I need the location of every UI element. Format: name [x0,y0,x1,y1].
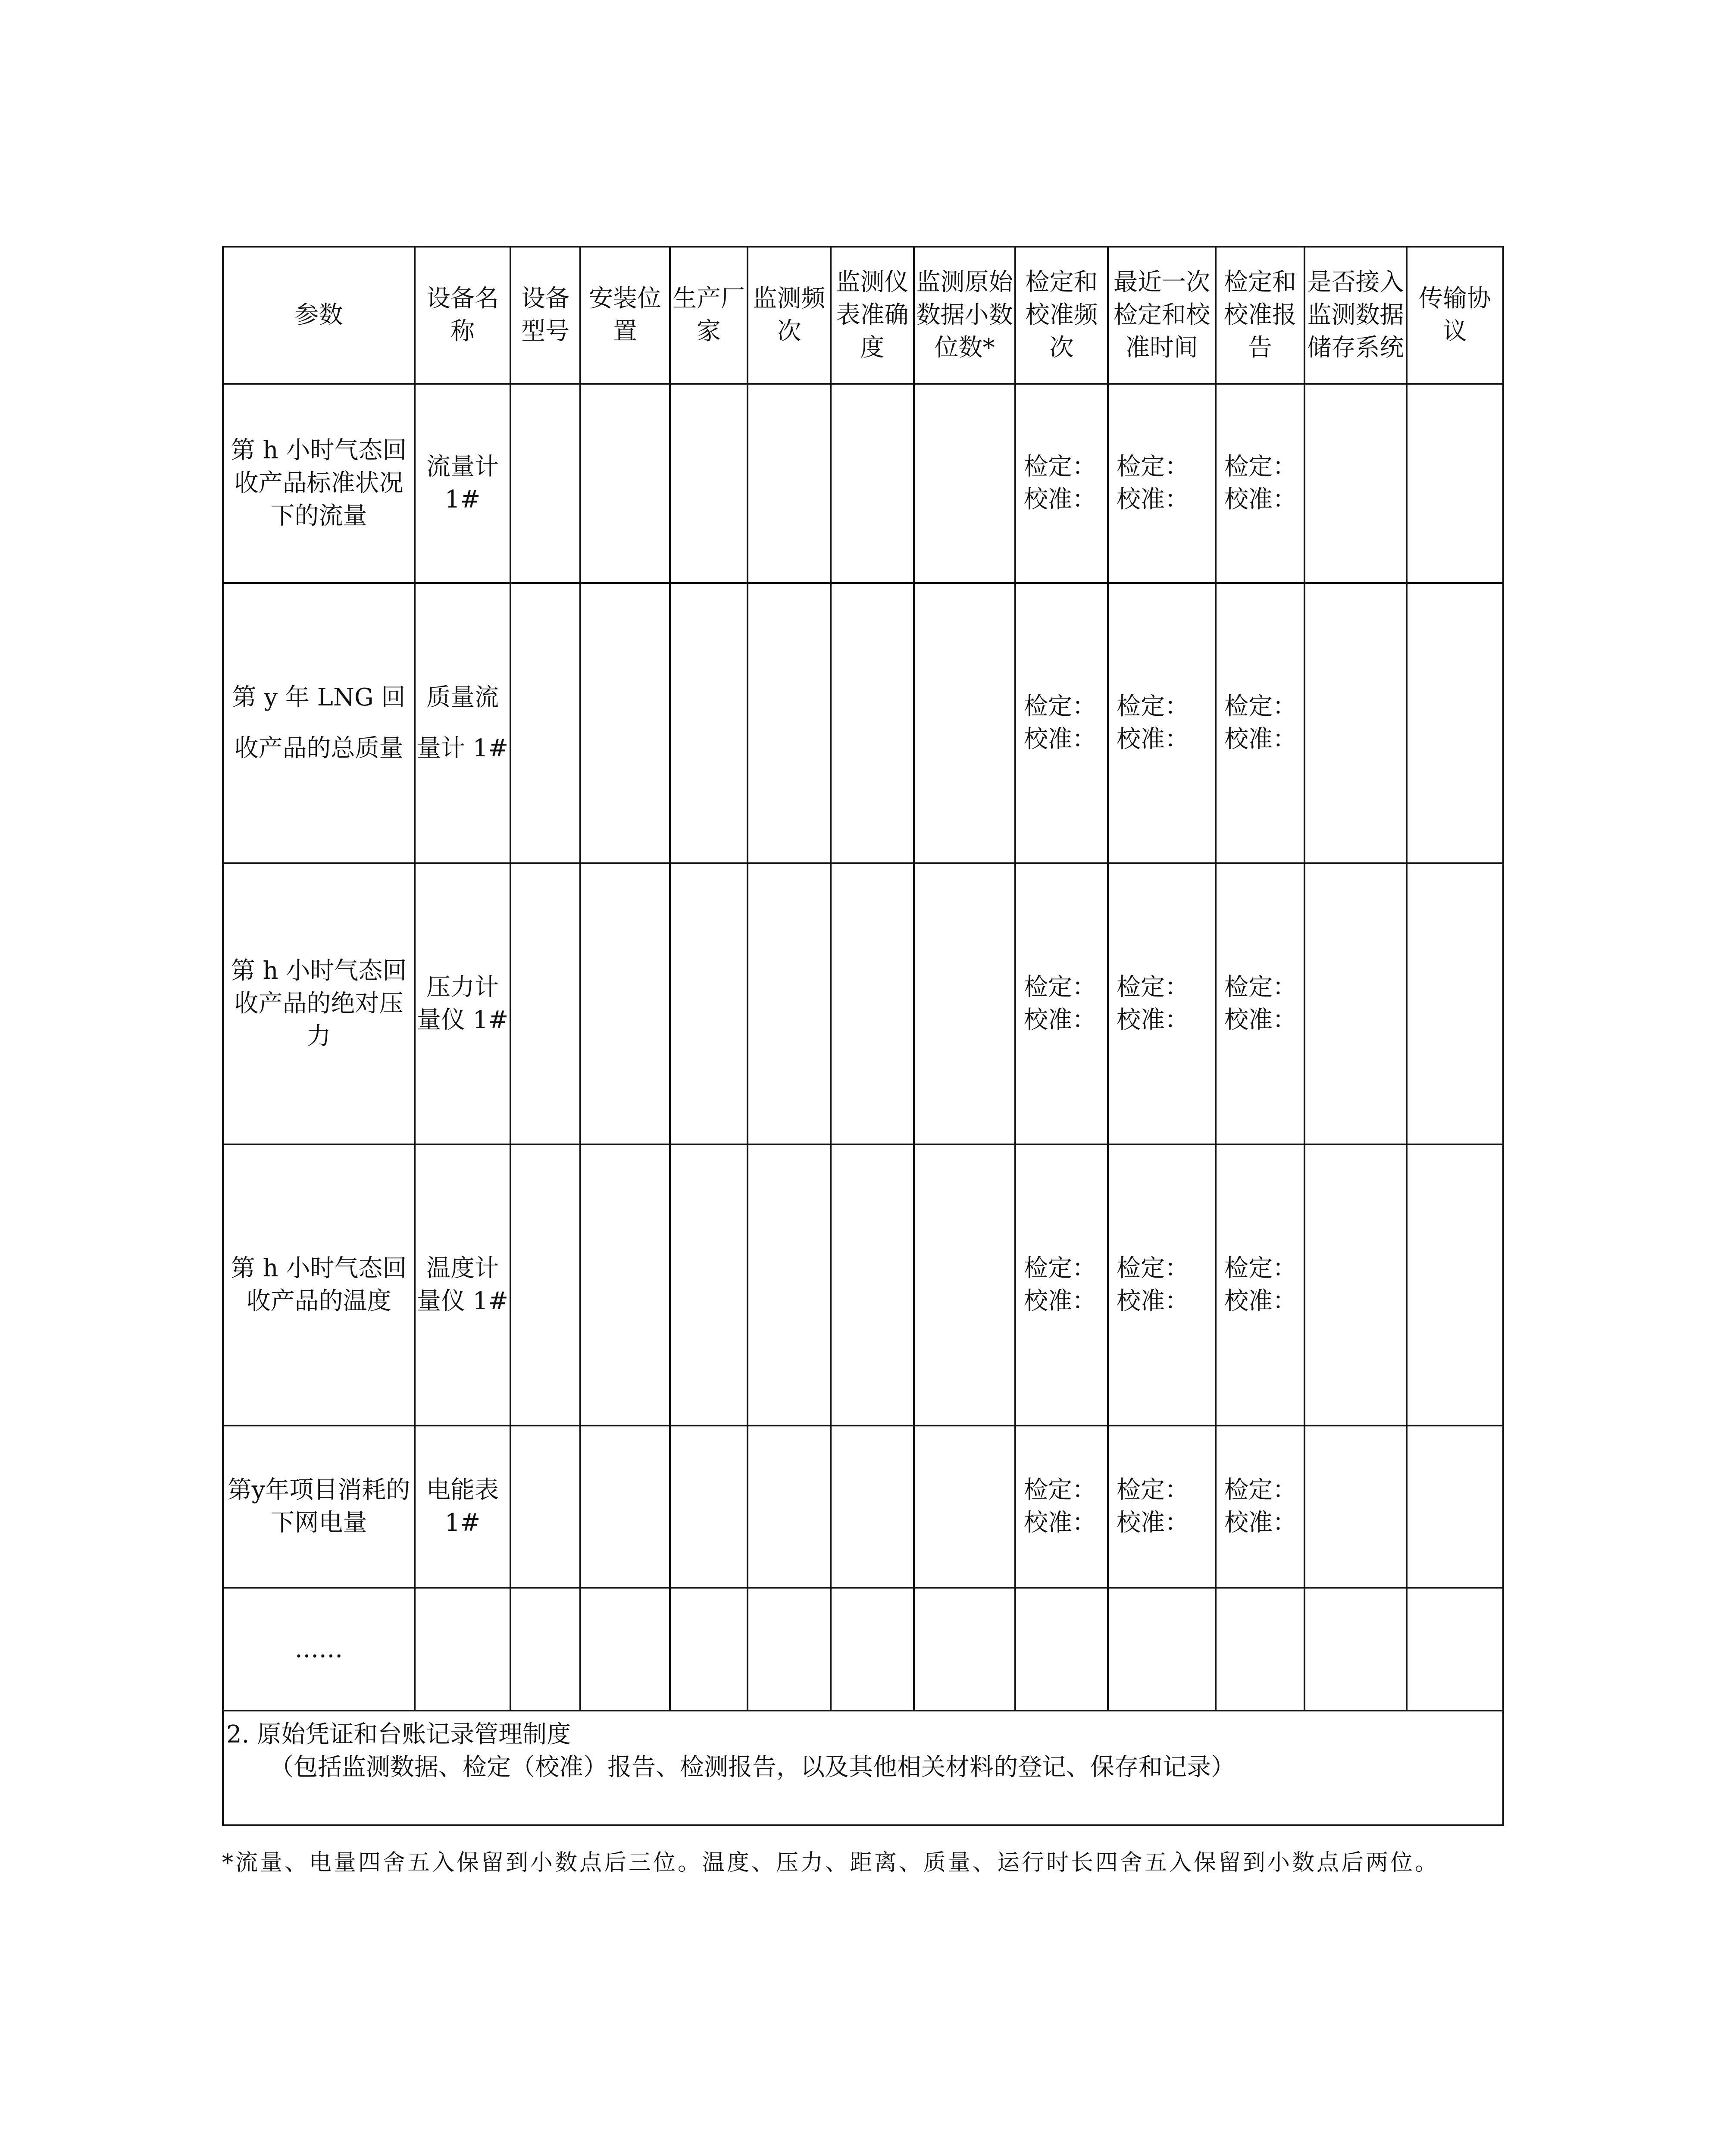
calibrate-label: 校准： [1224,1509,1297,1537]
empty-cell [1015,1588,1108,1711]
empty-cell [1304,1426,1407,1588]
records-management-notes [223,1711,1503,1825]
table-row [223,863,1503,1144]
calibrate-label: 校准： [1224,1006,1297,1034]
verify-label: 检定： [1224,1476,1297,1504]
empty-cell [748,1588,831,1711]
calibrate-label: 校准： [1024,1006,1096,1034]
calibration-report-cell [1216,583,1304,863]
empty-cell [510,1144,580,1426]
last-calibration-cell [1108,583,1216,863]
verify-label: 检定： [1117,453,1189,481]
empty-cell [1407,583,1503,863]
calibration-frequency-cell [1015,1144,1108,1426]
empty-cell [831,1588,914,1711]
empty-cell [580,1588,670,1711]
verify-label: 检定： [1117,693,1189,721]
verify-label: 检定： [1024,973,1096,1001]
header-device-name: 设备名称 [415,247,510,384]
verify-label: 检定： [1224,973,1297,1001]
empty-cell [914,863,1015,1144]
last-calibration-cell [1108,1426,1216,1588]
empty-cell [914,1588,1015,1711]
header-parameter: 参数 [223,247,415,384]
empty-cell [831,384,914,583]
calibrate-label: 校准： [1117,486,1189,514]
device-name-cell [415,1588,510,1711]
table-row [223,384,1503,583]
header-transmission-protocol: 传输协议 [1407,247,1503,384]
calibration-report-cell [1216,863,1304,1144]
last-calibration-cell [1108,1144,1216,1426]
empty-cell [510,1426,580,1588]
calibrate-label: 校准： [1024,1509,1096,1537]
empty-cell [670,583,748,863]
header-install-location: 安装位置 [580,247,670,384]
empty-cell [510,1588,580,1711]
header-calibration-frequency: 检定和校准频次 [1015,247,1108,384]
calibration-report-cell [1216,1144,1304,1426]
calibration-report-cell [1216,1426,1304,1588]
verify-label: 检定： [1024,693,1096,721]
header-storage-system-connected: 是否接入监测数据储存系统 [1304,247,1407,384]
empty-cell [1407,1426,1503,1588]
calibrate-label: 校准： [1024,1287,1096,1315]
empty-cell [670,1426,748,1588]
header-row [223,247,1503,384]
verify-label: 检定： [1224,693,1297,721]
device-name-cell: 流量计 1# [415,384,510,583]
empty-cell [580,1426,670,1588]
calibrate-label: 校准： [1117,725,1189,753]
header-calibration-report: 检定和校准报告 [1216,247,1304,384]
empty-cell [1304,863,1407,1144]
notes-detail: （包括监测数据、检定（校准）报告、检测报告，以及其他相关材料的登记、保存和记录） [269,1753,1235,1781]
empty-cell [831,1426,914,1588]
empty-cell [510,583,580,863]
notes-row [223,1711,1503,1825]
device-name-cell: 电能表1# [415,1426,510,1588]
calibrate-label: 校准： [1224,725,1297,753]
parameter-cell: 第 h 小时气态回收产品的绝对压力 [223,863,415,1144]
empty-cell [670,1144,748,1426]
verify-label: 检定： [1224,453,1297,481]
header-instrument-accuracy: 监测仪表准确度 [831,247,914,384]
calibrate-label: 校准： [1117,1509,1189,1537]
parameter-cell: 第 h 小时气态回收产品的温度 [223,1144,415,1426]
device-name-cell: 温度计量仪 1# [415,1144,510,1426]
header-monitoring-frequency: 监测频次 [748,247,831,384]
empty-cell [748,583,831,863]
verify-label: 检定： [1224,1254,1297,1282]
empty-cell [1304,1588,1407,1711]
table-row [223,583,1503,863]
header-decimal-places: 监测原始数据小数位数* [914,247,1015,384]
empty-cell [1407,863,1503,1144]
empty-cell [1108,1588,1216,1711]
empty-cell [914,1426,1015,1588]
parameter-cell: 第 h 小时气态回收产品标准状况下的流量 [223,384,415,583]
verify-label: 检定： [1024,1254,1096,1282]
empty-cell [670,863,748,1144]
calibrate-label: 校准： [1224,1287,1297,1315]
empty-cell [580,384,670,583]
header-manufacturer: 生产厂家 [670,247,748,384]
empty-cell [748,863,831,1144]
empty-cell [914,384,1015,583]
calibrate-label: 校准： [1117,1287,1189,1315]
verify-label: 检定： [1117,1476,1189,1504]
calibration-frequency-cell [1015,1426,1108,1588]
parameter-cell: 第y年项目消耗的下网电量 [223,1426,415,1588]
calibrate-label: 校准： [1224,486,1297,514]
empty-cell [1407,384,1503,583]
calibration-report-cell [1216,384,1304,583]
monitoring-equipment-table [222,246,1504,1826]
empty-cell [580,863,670,1144]
calibration-frequency-cell [1015,583,1108,863]
empty-cell [748,1426,831,1588]
parameter-cell: 第 y 年 LNG 回收产品的总质量 [223,583,415,863]
last-calibration-cell [1108,384,1216,583]
verify-label: 检定： [1024,453,1096,481]
calibrate-label: 校准： [1024,486,1096,514]
calibrate-label: 校准： [1117,1006,1189,1034]
verify-label: 检定： [1117,973,1189,1001]
notes-title: 2. 原始凭证和台账记录管理制度 [226,1720,571,1749]
device-name-cell: 质量流量计 1# [415,583,510,863]
ellipsis-cell: …… [223,1588,415,1711]
last-calibration-cell [1108,863,1216,1144]
calibrate-label: 校准： [1024,725,1096,753]
empty-cell [580,1144,670,1426]
empty-cell [914,1144,1015,1426]
empty-cell [748,1144,831,1426]
table-row [223,1588,1503,1711]
empty-cell [510,384,580,583]
empty-cell [1216,1588,1304,1711]
header-device-model: 设备型号 [510,247,580,384]
header-last-calibration-time: 最近一次检定和校准时间 [1108,247,1216,384]
table-row [223,1144,1503,1426]
empty-cell [831,1144,914,1426]
verify-label: 检定： [1024,1476,1096,1504]
calibration-frequency-cell [1015,863,1108,1144]
empty-cell [670,1588,748,1711]
empty-cell [670,384,748,583]
empty-cell [748,384,831,583]
empty-cell [1407,1144,1503,1426]
empty-cell [1304,384,1407,583]
verify-label: 检定： [1117,1254,1189,1282]
empty-cell [831,863,914,1144]
empty-cell [831,583,914,863]
empty-cell [1304,1144,1407,1426]
table-row [223,1426,1503,1588]
empty-cell [914,583,1015,863]
calibration-frequency-cell [1015,384,1108,583]
empty-cell [1304,583,1407,863]
device-name-cell: 压力计量仪 1# [415,863,510,1144]
empty-cell [510,863,580,1144]
decimal-rounding-footnote: *流量、电量四舍五入保留到小数点后三位。温度、压力、距离、质量、运行时长四舍五入保留到小数点后两位。 [222,1850,1440,1876]
empty-cell [1407,1588,1503,1711]
empty-cell [580,583,670,863]
